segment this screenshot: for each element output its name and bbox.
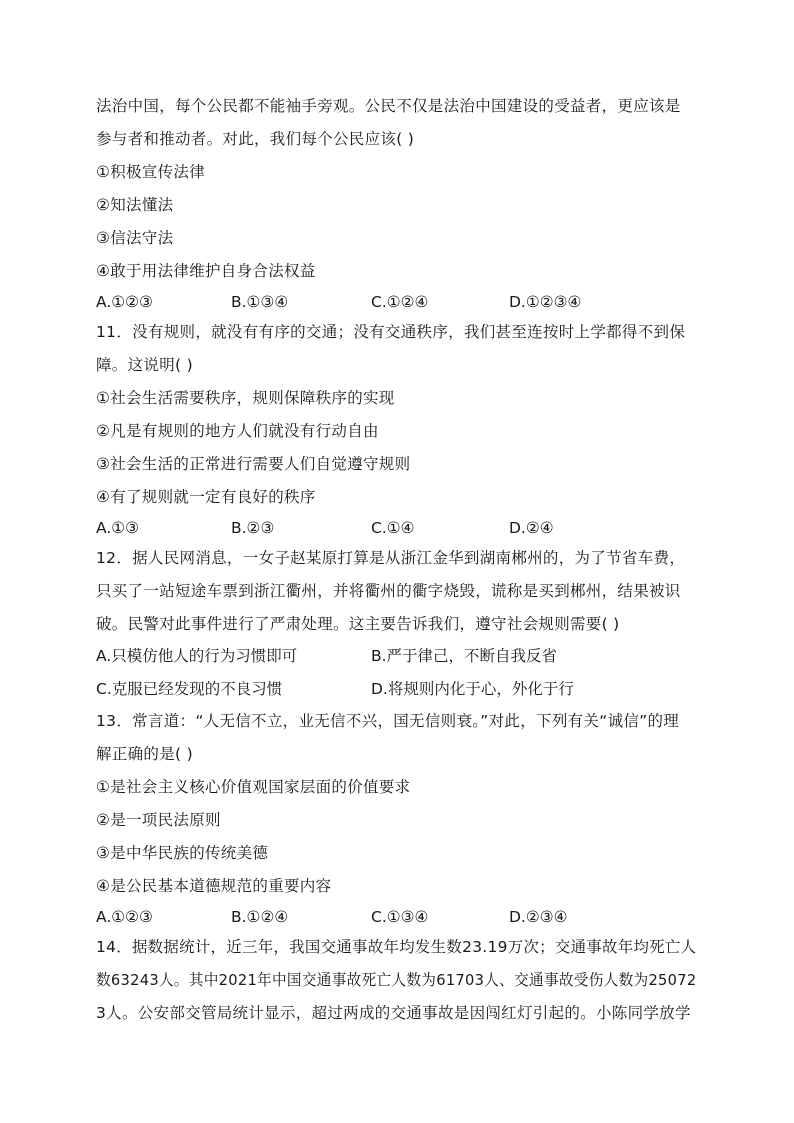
answer-option-d: D.②③④ (509, 908, 568, 926)
statement-item: ②凡是有规则的地方人们就没有行动自由 (96, 422, 379, 440)
question-text-line: 参与者和推动者。对此，我们每个公民应该( ) (96, 130, 415, 148)
answer-option-a: A.①②③ (96, 908, 153, 926)
answer-option-b: B.②③ (231, 519, 275, 537)
statement-item: ③是中华民族的传统美德 (96, 844, 269, 862)
statement-item: ③信法守法 (96, 229, 174, 247)
question-11-line: 障。这说明( ) (96, 356, 193, 374)
answer-option-b: B.严于律己，不断自我反省 (371, 647, 558, 665)
question-12-line: 12．据人民网消息，一女子赵某原打算是从浙江金华到湖南郴州的，为了节省车费， (96, 549, 686, 567)
question-12-line: 破。民警对此事件进行了严肃处理。这主要告诉我们，遵守社会规则需要( ) (96, 615, 620, 633)
answer-option-c: C.①③④ (371, 908, 429, 926)
statement-item: ①社会生活需要秩序，规则保障秩序的实现 (96, 389, 395, 407)
answer-option-c: C.①④ (371, 519, 415, 537)
answer-option-c: C.①②④ (371, 293, 429, 311)
question-13-line: 解正确的是( ) (96, 745, 193, 763)
statement-item: ①是社会主义核心价值观国家层面的价值要求 (96, 778, 411, 796)
answer-option-a: A.只模仿他人的行为习惯即可 (96, 647, 298, 665)
answer-option-a: A.①③ (96, 519, 140, 537)
statement-item: ④是公民基本道德规范的重要内容 (96, 877, 332, 895)
answer-option-b: B.①③④ (231, 293, 289, 311)
question-13-line: 13．常言道：“人无信不立，业无信不兴，国无信则衰。”对此，下列有关“诚信”的理 (96, 712, 680, 730)
statement-item: ①积极宣传法律 (96, 163, 205, 181)
statement-item: ④敢于用法律维护自身合法权益 (96, 262, 316, 280)
answer-option-c: C.克服已经发现的不良习惯 (96, 680, 283, 698)
question-14-line: 数63243人。其中2021年中国交通事故死亡人数为61703人、交通事故受伤人数为25072 (96, 971, 697, 989)
statement-item: ②是一项民法原则 (96, 811, 221, 829)
statement-item: ②知法懂法 (96, 196, 174, 214)
question-12-line: 只买了一站短途车票到浙江衢州，并将衢州的衢字烧毁，谎称是买到郴州，结果被识 (96, 582, 681, 600)
answer-option-a: A.①②③ (96, 293, 153, 311)
statement-item: ③社会生活的正常进行需要人们自觉遵守规则 (96, 455, 411, 473)
answer-option-d: D.①②③④ (509, 293, 582, 311)
answer-option-d: D.②④ (509, 519, 554, 537)
question-11-line: 11．没有规则，就没有有序的交通；没有交通秩序，我们甚至连按时上学都得不到保 (96, 323, 686, 341)
statement-item: ④有了规则就一定有良好的秩序 (96, 488, 316, 506)
question-14-line: 3人。公安部交管局统计显示，超过两成的交通事故是因闯红灯引起的。小陈同学放学 (96, 1004, 691, 1022)
question-14-line: 14．据数据统计，近三年，我国交通事故年均发生数23.19万次；交通事故年均死亡人 (96, 938, 697, 956)
question-text-line: 法治中国，每个公民都不能袖手旁观。公民不仅是法治中国建设的受益者，更应该是 (96, 97, 681, 115)
answer-option-d: D.将规则内化于心，外化于行 (371, 680, 574, 698)
answer-option-b: B.①②④ (231, 908, 289, 926)
